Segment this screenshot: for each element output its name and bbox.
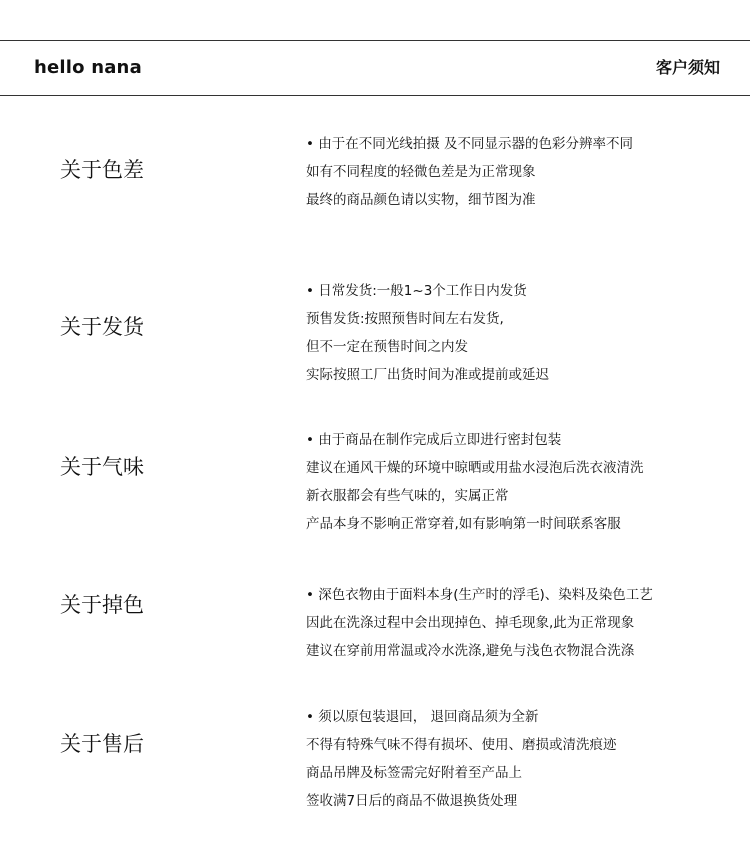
section-line: 新衣服都会有些气味的，实属正常 (306, 488, 509, 504)
section-line: 如有不同程度的轻微色差是为正常现象 (306, 164, 536, 180)
section-lines (306, 426, 746, 538)
section-line: • 须以原包装退回， 退回商品须为全新 (306, 709, 539, 725)
section-line: 建议在通风干燥的环境中晾晒或用盐水浸泡后洗衣液清洗 (306, 460, 644, 476)
section-line: 签收满7日后的商品不做退换货处理 (306, 793, 518, 809)
section-title: 关于气味 (60, 455, 144, 479)
section-line: 但不一定在预售时间之内发 (306, 339, 468, 355)
section-line: 商品吊牌及标签需完好附着至产品上 (306, 765, 522, 781)
section-lines (306, 130, 746, 214)
notice-title: 客户须知 (655, 58, 720, 77)
section-title: 关于色差 (60, 158, 144, 182)
section-lines (306, 581, 746, 665)
section-title: 关于售后 (60, 732, 144, 756)
section-line: • 由于在不同光线拍摄 及不同显示器的色彩分辨率不同 (306, 136, 634, 152)
section-line: • 深色衣物由于面料本身(生产时的浮毛)、染料及染色工艺 (306, 587, 653, 603)
header-bar (0, 40, 750, 96)
section-title: 关于掉色 (60, 593, 144, 617)
section-title: 关于发货 (60, 315, 144, 339)
section-line: 最终的商品颜色请以实物，细节图为准 (306, 192, 536, 208)
section-line: 实际按照工厂出货时间为准或提前或延迟 (306, 367, 549, 383)
section-line: • 由于商品在制作完成后立即进行密封包装 (306, 432, 562, 448)
section-line: • 日常发货:一般1~3个工作日内发货 (306, 283, 527, 299)
section-lines (306, 703, 746, 815)
section-line: 因此在洗涤过程中会出现掉色、掉毛现象,此为正常现象 (306, 615, 635, 631)
brand-name: hello nana (34, 57, 142, 78)
section-line: 预售发货:按照预售时间左右发货, (306, 311, 504, 327)
section-lines (306, 277, 746, 389)
section-line: 建议在穿前用常温或冷水洗涤,避免与浅色衣物混合洗涤 (306, 643, 635, 659)
section-line: 不得有特殊气味不得有损坏、使用、磨损或清洗痕迹 (306, 737, 617, 753)
section-line: 产品本身不影响正常穿着,如有影响第一时间联系客服 (306, 516, 621, 532)
